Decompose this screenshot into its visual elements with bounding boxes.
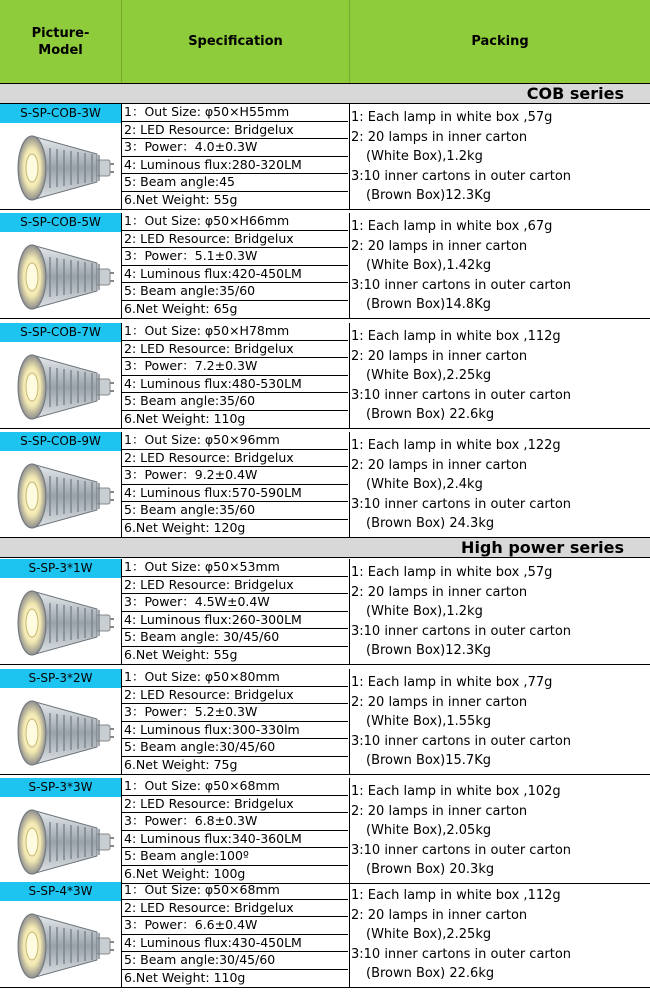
specification-cell [122, 778, 348, 883]
packing-line: 1: Each lamp in white box ,57g [351, 110, 553, 125]
lamp-picture-icon [2, 904, 118, 988]
specification-cell [122, 432, 348, 537]
product-row [0, 432, 650, 537]
packing-line: 3:10 inner cartons in outer carton [351, 387, 572, 403]
lamp-picture-icon [2, 345, 118, 429]
packing-line: 3:10 inner cartons in outer carton [351, 623, 572, 639]
lamp-picture-icon [2, 581, 118, 665]
packing-line: (Brown Box)12.3Kg [366, 188, 491, 203]
row-divider [0, 987, 650, 988]
spec-line: 6.Net Weight: 65g [124, 300, 238, 316]
product-row [0, 669, 650, 774]
product-row [0, 213, 650, 318]
row-divider [0, 428, 650, 429]
packing-line: 2: 20 lamps in inner carton [351, 584, 528, 600]
series-banner [0, 537, 650, 558]
spec-line: 3：Power：5.1±0.3W [122, 248, 348, 266]
spec-line: 4: Luminous flux:480-530LM [122, 376, 348, 394]
packing-line: 2: 20 lamps in inner carton [351, 238, 528, 254]
product-row [0, 882, 650, 987]
spec-line: 1：Out Size: φ50×H78mm [122, 323, 348, 341]
product-row [0, 559, 650, 664]
packing-line: 1: Each lamp in white box ,57g [351, 565, 553, 580]
model-label: S-SP-3*3W [0, 778, 121, 797]
spec-line: 5: Beam angle:30/45/60 [122, 739, 348, 757]
packing-line: (Brown Box)12.3Kg [366, 643, 491, 658]
spec-line: 2: LED Resource: Bridgelux [122, 231, 348, 249]
spec-line: 4: Luminous flux:420-450LM [122, 266, 348, 284]
packing-line: 3:10 inner cartons in outer carton [351, 496, 572, 512]
packing-line: (Brown Box)14.8Kg [366, 297, 491, 312]
specification-cell [122, 559, 348, 664]
specification-cell [122, 882, 348, 987]
spec-line: 1：Out Size: φ50×80mm [122, 669, 348, 687]
packing-line: 1: Each lamp in white box ,122g [351, 438, 561, 453]
packing-line: (Brown Box)15.7Kg [366, 753, 491, 768]
header-picture-model: Picture- Model [31, 25, 90, 58]
product-row [0, 104, 650, 209]
spec-line: 6.Net Weight: 120g [124, 519, 246, 535]
spec-line: 3：Power：5.2±0.3W [122, 704, 348, 722]
lamp-picture-icon [2, 126, 118, 210]
packing-line: (Brown Box) 22.6kg [366, 407, 495, 422]
spec-line: 2: LED Resource: Bridgelux [122, 122, 348, 140]
spec-line: 3：Power：9.2±0.4W [122, 467, 348, 485]
packing-line: (White Box),1.55kg [366, 714, 492, 729]
spec-line: 4: Luminous flux:280-320LM [122, 157, 348, 175]
packing-line: 1: Each lamp in white box ,112g [351, 329, 561, 344]
packing-line: (White Box),1.42kg [366, 258, 492, 273]
packing-line: 3:10 inner cartons in outer carton [351, 168, 572, 184]
packing-line: (White Box),1.2kg [366, 149, 483, 164]
spec-line: 4: Luminous flux:430-450LM [122, 935, 348, 953]
spec-line: 2: LED Resource: Bridgelux [122, 577, 348, 595]
spec-line: 3：Power：6.6±0.4W [122, 917, 348, 935]
packing-cell [350, 559, 650, 664]
packing-line: (White Box),2.4kg [366, 477, 483, 492]
packing-line: 2: 20 lamps in inner carton [351, 694, 528, 710]
model-label: S-SP-COB-7W [0, 323, 121, 342]
spec-line: 2: LED Resource: Bridgelux [122, 450, 348, 468]
spec-line: 6.Net Weight: 100g [124, 865, 246, 881]
lamp-picture-icon [2, 454, 118, 538]
packing-line: 1: Each lamp in white box ,112g [351, 888, 561, 903]
spec-line: 4: Luminous flux:570-590LM [122, 485, 348, 503]
packing-line: 3:10 inner cartons in outer carton [351, 733, 572, 749]
packing-line: 3:10 inner cartons in outer carton [351, 946, 572, 962]
packing-line: (White Box),2.25kg [366, 368, 492, 383]
spec-line: 6.Net Weight: 55g [124, 646, 238, 662]
spec-line: 1：Out Size: φ50×H55mm [122, 104, 348, 122]
packing-line: 2: 20 lamps in inner carton [351, 457, 528, 473]
packing-cell [350, 432, 650, 537]
model-label: S-SP-COB-9W [0, 432, 121, 451]
spec-line: 6.Net Weight: 55g [124, 191, 238, 207]
row-divider [0, 774, 650, 775]
packing-line: (White Box),2.05kg [366, 823, 492, 838]
lamp-picture-icon [2, 235, 118, 319]
specification-cell [122, 323, 348, 428]
packing-line: 2: 20 lamps in inner carton [351, 129, 528, 145]
spec-line: 1：Out Size: φ50×68mm [122, 778, 348, 796]
packing-line: (Brown Box) 20.3kg [366, 862, 495, 877]
series-title: COB series [526, 84, 624, 103]
spec-line: 3：Power：4.5W±0.4W [122, 594, 348, 612]
model-label: S-SP-3*2W [0, 669, 121, 688]
model-label: S-SP-3*1W [0, 559, 121, 578]
model-label: S-SP-COB-5W [0, 213, 121, 232]
spec-line: 6.Net Weight: 110g [124, 410, 246, 426]
lamp-picture-icon [2, 800, 118, 884]
packing-line: 3:10 inner cartons in outer carton [351, 277, 572, 293]
packing-cell [350, 213, 650, 318]
spec-line: 5: Beam angle:30/45/60 [122, 952, 348, 970]
spec-line: 2: LED Resource: Bridgelux [122, 341, 348, 359]
spec-line: 2: LED Resource: Bridgelux [122, 900, 348, 918]
series-title: High power series [461, 538, 624, 557]
spec-line: 4: Luminous flux:340-360LM [122, 831, 348, 849]
spec-line: 5: Beam angle:45 [122, 174, 348, 192]
spec-line: 6.Net Weight: 110g [124, 969, 246, 985]
spec-line: 2: LED Resource: Bridgelux [122, 687, 348, 705]
spec-line: 5: Beam angle:35/60 [122, 283, 348, 301]
packing-line: 3:10 inner cartons in outer carton [351, 842, 572, 858]
lamp-picture-icon [2, 691, 118, 775]
row-divider [0, 209, 650, 210]
spec-line: 4: Luminous flux:300-330lm [122, 722, 348, 740]
packing-line: 1: Each lamp in white box ,67g [351, 219, 553, 234]
packing-line: 1: Each lamp in white box ,77g [351, 675, 553, 690]
header-packing: Packing [471, 34, 529, 49]
model-label: S-SP-COB-3W [0, 104, 121, 123]
packing-line: 2: 20 lamps in inner carton [351, 907, 528, 923]
packing-cell [350, 669, 650, 774]
spec-line: 5: Beam angle:100º [122, 848, 348, 866]
spec-line: 3：Power：6.8±0.3W [122, 813, 348, 831]
spec-line: 5: Beam angle:35/60 [122, 393, 348, 411]
specification-cell [122, 213, 348, 318]
header-specification: Specification [188, 34, 283, 49]
product-row [0, 778, 650, 883]
packing-line: 2: 20 lamps in inner carton [351, 348, 528, 364]
spec-line: 1：Out Size: φ50×H66mm [122, 213, 348, 231]
product-row [0, 323, 650, 428]
row-divider [0, 664, 650, 665]
spec-line: 1：Out Size: φ50×68mm [122, 882, 348, 900]
packing-cell [350, 104, 650, 209]
spec-line: 2: LED Resource: Bridgelux [122, 796, 348, 814]
packing-line: 1: Each lamp in white box ,102g [351, 784, 561, 799]
series-banner [0, 83, 650, 104]
packing-cell [350, 778, 650, 883]
model-label: S-SP-4*3W [0, 882, 121, 901]
spec-line: 3：Power：7.2±0.3W [122, 358, 348, 376]
packing-line: (Brown Box) 24.3kg [366, 516, 495, 531]
specification-cell [122, 669, 348, 774]
spec-line: 4: Luminous flux:260-300LM [122, 612, 348, 630]
packing-line: 2: 20 lamps in inner carton [351, 803, 528, 819]
packing-cell [350, 882, 650, 987]
specification-cell [122, 104, 348, 209]
packing-line: (White Box),2.25kg [366, 927, 492, 942]
spec-line: 5: Beam angle:35/60 [122, 502, 348, 520]
packing-cell [350, 323, 650, 428]
spec-line: 5: Beam angle: 30/45/60 [122, 629, 348, 647]
packing-line: (Brown Box) 22.6kg [366, 966, 495, 981]
packing-line: (White Box),1.2kg [366, 604, 483, 619]
spec-line: 1：Out Size: φ50×53mm [122, 559, 348, 577]
spec-line: 3：Power：4.0±0.3W [122, 139, 348, 157]
spec-line: 1：Out Size: φ50×96mm [122, 432, 348, 450]
row-divider [0, 318, 650, 319]
table-header [0, 0, 650, 83]
spec-line: 6.Net Weight: 75g [124, 756, 238, 772]
